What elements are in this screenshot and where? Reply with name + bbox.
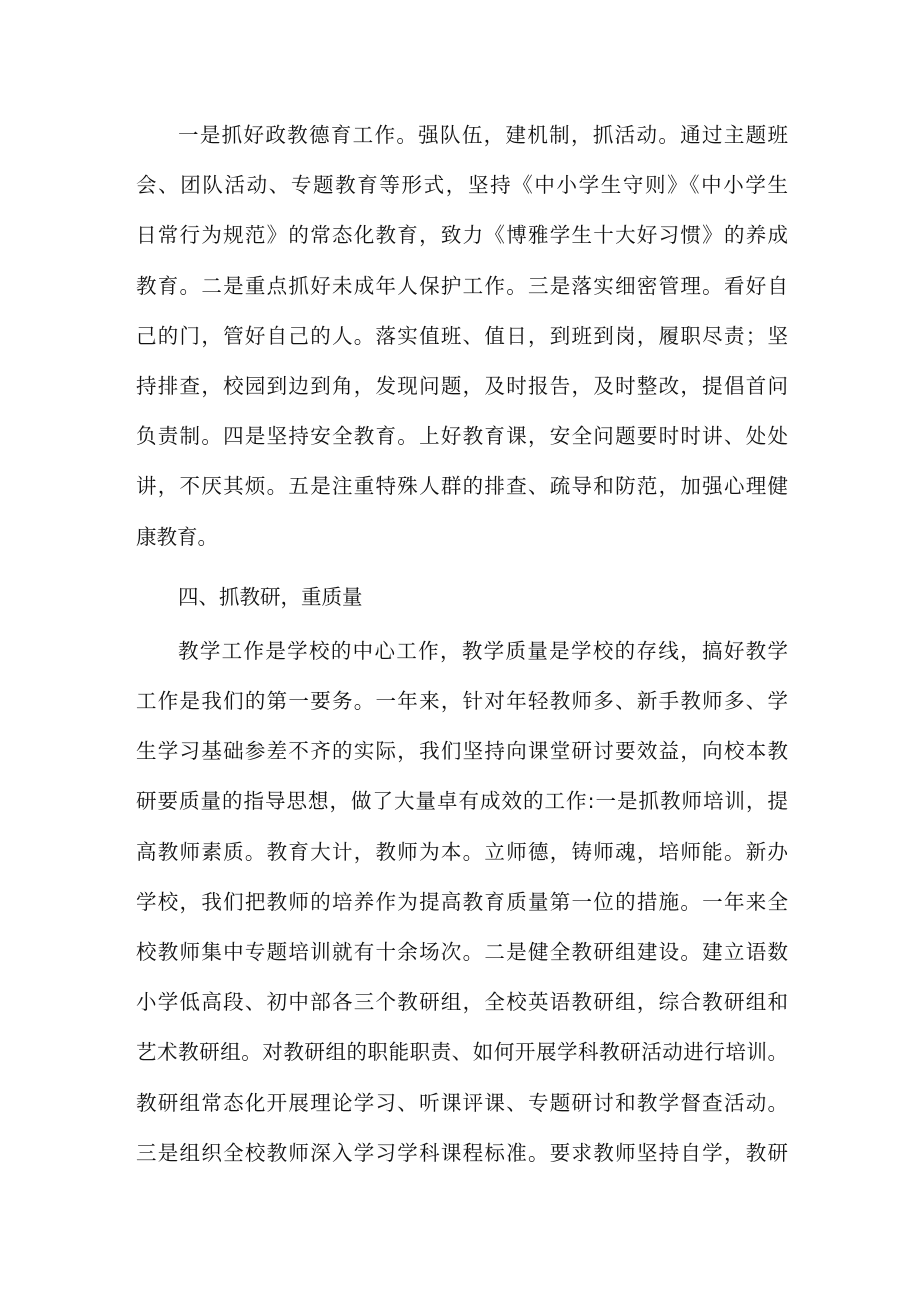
body-text	[136, 110, 788, 1178]
text-line: 教研组常态化开展理论学习、听课评课、专题研讨和教学督查活动。	[136, 1090, 788, 1115]
text-line: 研要质量的指导思想，做了大量卓有成效的工作:一是抓教师培训，提	[136, 789, 788, 814]
text-line: 生学习基础参差不齐的实际，我们坚持向课堂研讨要效益，向校本教	[136, 739, 788, 764]
text-line: 康教育。	[136, 524, 218, 549]
text-line: 会、团队活动、专题教育等形式，坚持《中小学生守则》《中小学生	[136, 173, 788, 198]
text-line: 负责制。四是坚持安全教育。上好教育课，安全问题要时时讲、处处	[136, 424, 788, 449]
text-line: 持排查，校园到边到角，发现问题，及时报告，及时整改，提倡首问	[136, 373, 788, 398]
text-line: 教育。二是重点抓好未成年人保护工作。三是落实细密管理。看好自	[136, 273, 788, 298]
paragraph-political-moral-education	[136, 110, 788, 562]
text-line: 己的门，管好自己的人。落实值班、值日，到班到岗，履职尽责；坚	[136, 323, 788, 348]
section-heading: 四、抓教研，重质量	[178, 584, 363, 609]
text-line: 一是抓好政教德育工作。强队伍，建机制，抓活动。通过主题班	[178, 123, 788, 147]
text-line: 小学低高段、初中部各三个教研组，全校英语教研组，综合教研组和	[136, 990, 788, 1015]
text-line: 校教师集中专题培训就有十余场次。二是健全教研组建设。建立语数	[136, 940, 788, 964]
text-line: 工作是我们的第一要务。一年来，针对年轻教师多、新手教师多、学	[136, 689, 788, 714]
text-line: 教学工作是学校的中心工作，教学质量是学校的存线，搞好教学	[178, 638, 788, 663]
paragraph-teaching-research	[136, 626, 788, 1178]
text-line: 高教师素质。教育大计，教师为本。立师德，铸师魂，培师能。新办	[136, 839, 788, 864]
text-line: 学校，我们把教师的培养作为提高教育质量第一位的措施。一年来全	[136, 889, 788, 914]
text-line: 艺术教研组。对教研组的职能职责、如何开展学科教研活动进行培训。	[136, 1040, 788, 1065]
text-line: 日常行为规范》的常态化教育，致力《博雅学生十大好习惯》的养成	[136, 223, 788, 248]
text-line: 讲，不厌其烦。五是注重特殊人群的排查、疏导和防范，加强心理健	[136, 474, 788, 499]
text-line: 三是组织全校教师深入学习学科课程标准。要求教师坚持自学，教研	[136, 1140, 788, 1165]
